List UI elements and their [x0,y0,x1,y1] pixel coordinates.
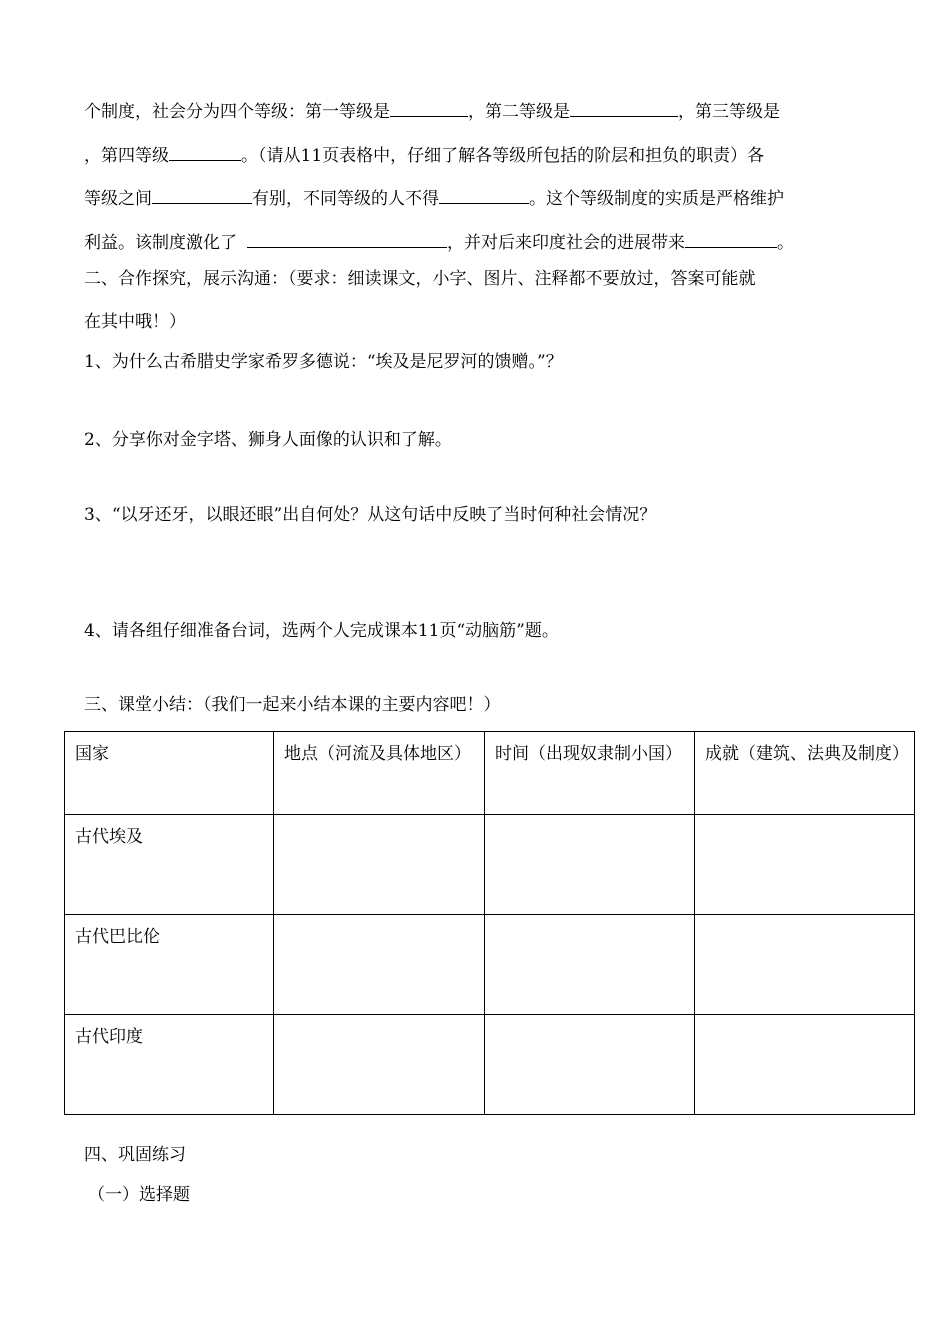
answer-cell[interactable] [695,915,915,1015]
header-cell-time: 时间（出现奴隶制小国） [485,732,695,815]
intro-text: 。这个等级制度的实质是严格维护 [529,189,784,209]
intro-text: ，并对后来印度社会的进展带来 [447,233,685,253]
intro-line-1 [84,100,780,123]
answer-cell[interactable] [485,915,695,1015]
section2-title-line-2: 在其中哦！） [84,312,186,332]
intro-text: 个制度，社会分为四个等级：第一等级是 [84,102,390,122]
header-cell-location: 地点（河流及具体地区） [274,732,485,815]
table-row [65,1015,915,1115]
fill-blank[interactable] [390,100,468,117]
intro-line-4 [84,231,794,254]
header-cell-country: 国家 [65,732,274,815]
answer-cell[interactable] [274,1015,485,1115]
question-3: 3、“以牙还牙，以眼还眼”出自何处？从这句话中反映了当时何种社会情况？ [84,505,657,525]
summary-table [64,731,915,1115]
intro-text: 有别，不同等级的人不得 [252,189,439,209]
intro-text: 。（请从11页表格中，仔细了解各等级所包括的阶层和担负的职责）各 [241,146,765,166]
answer-cell[interactable] [695,815,915,915]
section4-subtitle: （一）选择题 [88,1185,190,1205]
answer-cell[interactable] [274,915,485,1015]
table-header-row [65,732,915,815]
intro-text: 等级之间 [84,189,152,209]
answer-cell[interactable] [485,815,695,915]
intro-text: ，第三等级是 [678,102,780,122]
section4-title: 四、巩固练习 [84,1145,186,1165]
intro-text: ，第四等级 [84,146,169,166]
intro-text: ，第二等级是 [468,102,570,122]
fill-blank[interactable] [169,144,241,161]
table-row [65,915,915,1015]
intro-line-3 [84,187,784,210]
question-1: 1、为什么古希腊史学家希罗多德说：“埃及是尼罗河的馈赠。”？ [84,352,563,372]
country-cell: 古代印度 [65,1015,274,1115]
country-cell: 古代埃及 [65,815,274,915]
fill-blank[interactable] [685,231,777,248]
fill-blank[interactable] [439,187,529,204]
intro-text: 利益。该制度激化了 [84,233,237,253]
intro-text: 。 [777,233,794,253]
table-row [65,815,915,915]
fill-blank[interactable] [152,187,252,204]
answer-cell[interactable] [695,1015,915,1115]
question-4: 4、请各组仔细准备台词，选两个人完成课本11页“动脑筋”题。 [84,621,559,641]
fill-blank[interactable] [247,231,447,248]
intro-line-2 [84,144,764,167]
fill-blank[interactable] [570,100,678,117]
answer-cell[interactable] [274,815,485,915]
section3-title: 三、课堂小结：（我们一起来小结本课的主要内容吧！） [84,695,501,715]
section2-title-line-1: 二、合作探究，展示沟通：（要求：细读课文，小字、图片、注释都不要放过，答案可能就 [84,269,756,289]
question-2: 2、分享你对金字塔、狮身人面像的认识和了解。 [84,430,452,450]
country-cell: 古代巴比伦 [65,915,274,1015]
header-cell-achievement: 成就（建筑、法典及制度） [695,732,915,815]
answer-cell[interactable] [485,1015,695,1115]
